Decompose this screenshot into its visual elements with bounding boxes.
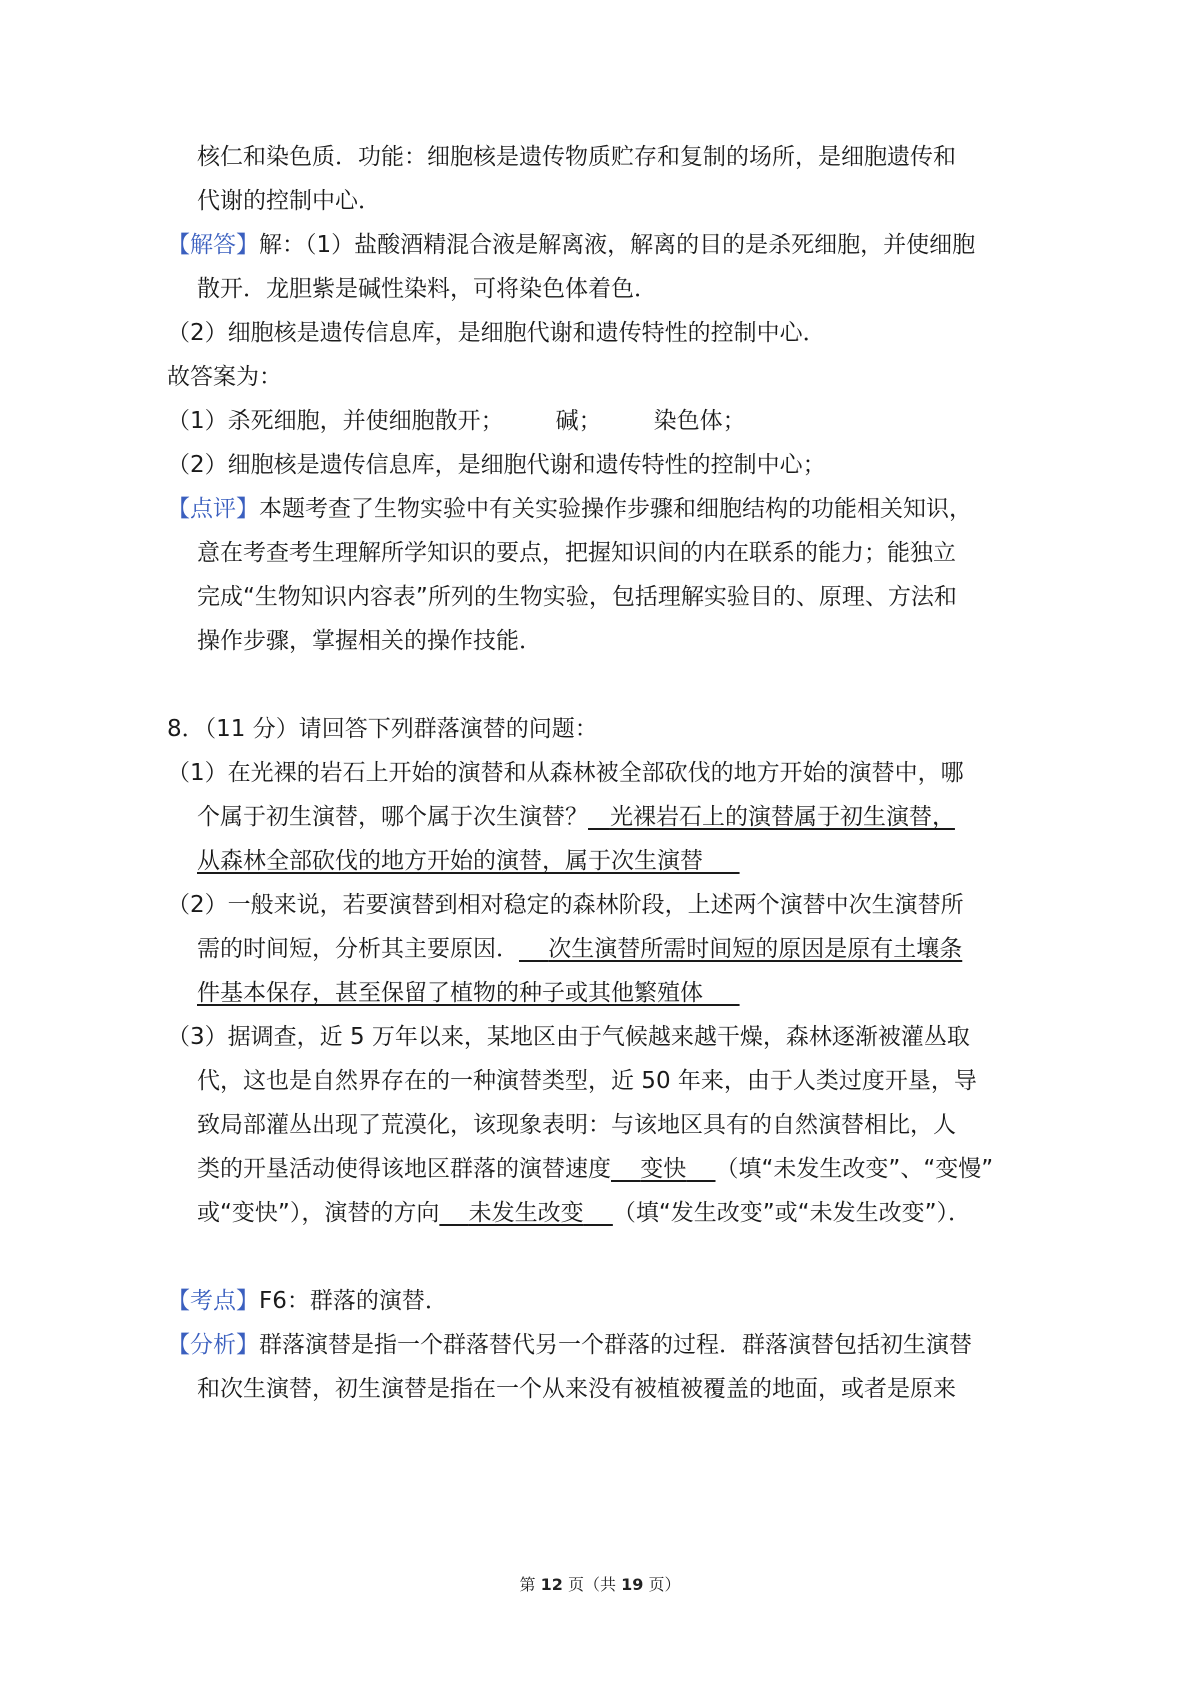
point-tag: 【考点】 bbox=[167, 1288, 259, 1314]
question-text: 或“变快”），演替的方向 bbox=[197, 1200, 440, 1226]
answer-blank: 次生演替所需时间短的原因是原有土壤条 bbox=[548, 936, 963, 962]
footer-page-number: 12 bbox=[540, 1575, 563, 1594]
answer-blank: 变快 bbox=[640, 1156, 687, 1182]
analysis-line bbox=[167, 1330, 972, 1360]
question-text: （填“未发生改变”、“变慢” bbox=[715, 1156, 994, 1182]
text-line: 群落演替是指一个群落替代另一个群落的过程．群落演替包括初生演替 bbox=[259, 1332, 972, 1358]
text-line: 完成“生物知识内容表”所列的生物实验，包括理解实验目的、原理、方法和 bbox=[197, 584, 957, 610]
answer-line bbox=[167, 406, 746, 436]
text-line: 操作步骤，掌握相关的操作技能． bbox=[197, 628, 542, 654]
answer-blank: 从森林全部砍伐的地方开始的演替，属于次生演替 bbox=[197, 848, 703, 874]
text-line bbox=[197, 934, 962, 964]
answer-part: 碱； bbox=[555, 408, 602, 434]
text-line: （2）细胞核是遗传信息库，是细胞代谢和遗传特性的控制中心； bbox=[167, 452, 826, 478]
answer-blank: 件基本保存，甚至保留了植物的种子或其他繁殖体 bbox=[197, 980, 703, 1006]
text-line: 散开．龙胆紫是碱性染料，可将染色体着色． bbox=[197, 276, 657, 302]
point-line bbox=[167, 1286, 448, 1316]
text-line: 代，这也是自然界存在的一种演替类型，近 50 年来，由于人类过度开垦，导 bbox=[197, 1068, 977, 1094]
text-line bbox=[197, 1154, 993, 1184]
question-text: 类的开垦活动使得该地区群落的演替速度 bbox=[197, 1156, 611, 1182]
comment-line bbox=[167, 494, 972, 524]
answer-part: 染色体； bbox=[653, 408, 746, 434]
text-line bbox=[197, 1198, 971, 1228]
text-line: （2）一般来说，若要演替到相对稳定的森林阶段，上述两个演替中次生演替所 bbox=[167, 892, 964, 918]
text-line: （2）细胞核是遗传信息库，是细胞代谢和遗传特性的控制中心． bbox=[167, 320, 826, 346]
text-line: 故答案为： bbox=[167, 364, 282, 390]
question-text: （填“发生改变”或“未发生改变”）． bbox=[612, 1200, 972, 1226]
answer-blank: 光裸岩石上的演替属于初生演替， bbox=[609, 804, 955, 830]
analysis-tag: 【分析】 bbox=[167, 1332, 259, 1358]
footer-prefix: 第 bbox=[519, 1575, 536, 1594]
text-line: 本题考查了生物实验中有关实验操作步骤和细胞结构的功能相关知识， bbox=[259, 496, 972, 522]
answer-tag: 【解答】 bbox=[167, 232, 259, 258]
text-line: 代谢的控制中心． bbox=[197, 188, 381, 214]
text-line: 核仁和染色质．功能：细胞核是遗传物质贮存和复制的场所，是细胞遗传和 bbox=[197, 144, 956, 170]
text-line bbox=[197, 802, 955, 832]
footer-middle: 页（共 bbox=[567, 1575, 616, 1594]
comment-tag: 【点评】 bbox=[167, 496, 259, 522]
footer-suffix: 页） bbox=[648, 1575, 681, 1594]
text-line: 致局部灌丛出现了荒漠化，该现象表明：与该地区具有的自然演替相比，人 bbox=[197, 1112, 956, 1138]
text-line bbox=[197, 978, 740, 1008]
text-line: （1）在光裸的岩石上开始的演替和从森林被全部砍伐的地方开始的演替中，哪 bbox=[167, 760, 964, 786]
answer-blank: 未发生改变 bbox=[468, 1200, 584, 1226]
answer-part: （1）杀死细胞，并使细胞散开； bbox=[167, 408, 504, 434]
question-text: 个属于初生演替，哪个属于次生演替？ bbox=[197, 804, 588, 830]
text-line: 意在考查考生理解所学知识的要点，把握知识间的内在联系的能力；能独立 bbox=[197, 540, 956, 566]
text-line: （3）据调查，近 5 万年以来，某地区由于气候越来越干燥，森林逐渐被灌丛取 bbox=[167, 1024, 970, 1050]
page-footer bbox=[0, 1572, 1200, 1595]
question-title: 8．（11 分）请回答下列群落演替的问题： bbox=[167, 716, 598, 742]
footer-total-pages: 19 bbox=[621, 1575, 644, 1594]
text-line: F6：群落的演替． bbox=[259, 1288, 448, 1314]
text-line bbox=[197, 846, 740, 876]
answer-line bbox=[167, 230, 975, 260]
question-text: 需的时间短，分析其主要原因． bbox=[197, 936, 519, 962]
text-line: 解：（1）盐酸酒精混合液是解离液，解离的目的是杀死细胞，并使细胞 bbox=[259, 232, 976, 258]
text-line: 和次生演替，初生演替是指在一个从来没有被植被覆盖的地面，或者是原来 bbox=[197, 1376, 956, 1402]
